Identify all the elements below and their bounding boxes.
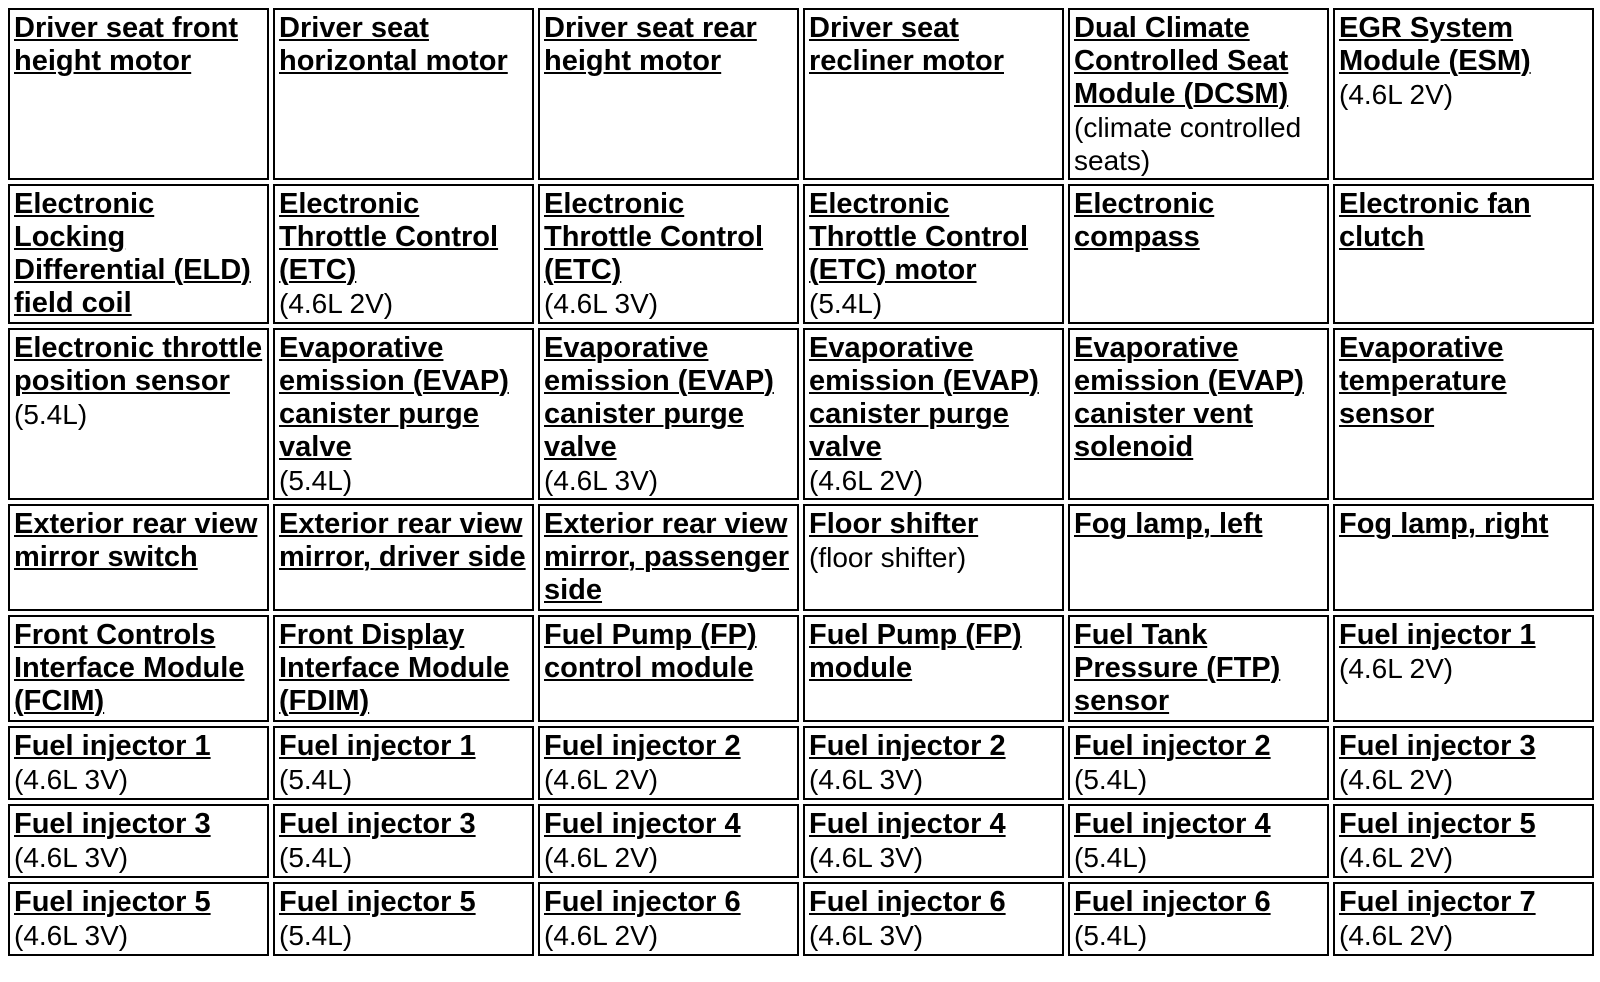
component-cell — [538, 804, 799, 878]
component-link[interactable]: Fuel injector 2 — [1074, 730, 1271, 762]
component-link[interactable]: Fuel injector 4 — [544, 808, 741, 840]
component-note: (4.6L 3V) — [14, 920, 129, 951]
component-cell — [273, 882, 534, 956]
table-row — [8, 504, 1594, 611]
component-cell — [273, 726, 534, 800]
component-cell — [8, 615, 269, 722]
component-cell — [273, 328, 534, 500]
component-note: (4.6L 2V) — [544, 764, 659, 795]
component-link[interactable]: Fuel injector 6 — [1074, 886, 1271, 918]
component-cell — [8, 726, 269, 800]
component-cell — [1333, 8, 1594, 180]
component-note: (5.4L) — [1074, 920, 1148, 951]
component-link[interactable]: Evaporative emission (EVAP) canister purge valve — [809, 332, 1039, 463]
component-note: (4.6L 2V) — [1339, 653, 1454, 684]
component-link[interactable]: Electronic throttle position sensor — [14, 332, 263, 397]
component-cell — [1333, 615, 1594, 722]
component-note: (4.6L 3V) — [809, 764, 924, 795]
component-cell — [1333, 504, 1594, 611]
component-note: (4.6L 2V) — [544, 842, 659, 873]
component-cell — [1333, 184, 1594, 324]
component-note: (5.4L) — [279, 842, 353, 873]
component-cell — [538, 726, 799, 800]
table-row — [8, 804, 1594, 878]
component-link[interactable]: Fuel injector 1 — [14, 730, 211, 762]
component-link[interactable]: Fuel Pump (FP) control module — [544, 619, 757, 684]
component-cell — [538, 504, 799, 611]
component-note: (4.6L 2V) — [544, 920, 659, 951]
component-cell — [1068, 882, 1329, 956]
component-link[interactable]: Fuel injector 3 — [1339, 730, 1536, 762]
component-note: (4.6L 3V) — [544, 288, 659, 319]
component-link[interactable]: Evaporative emission (EVAP) canister vent solenoid — [1074, 332, 1304, 463]
component-cell — [803, 726, 1064, 800]
component-link[interactable]: Fuel injector 3 — [14, 808, 211, 840]
component-note: (5.4L) — [809, 288, 883, 319]
component-link[interactable]: Fuel injector 2 — [809, 730, 1006, 762]
component-location-table — [4, 4, 1598, 960]
component-link[interactable]: Fog lamp, left — [1074, 508, 1263, 540]
component-note: (5.4L) — [279, 764, 353, 795]
component-link[interactable]: Exterior rear view mirror switch — [14, 508, 258, 573]
component-note: (4.6L 3V) — [809, 842, 924, 873]
component-link[interactable]: Electronic fan clutch — [1339, 188, 1531, 253]
component-note: (climate controlled seats) — [1074, 112, 1302, 176]
component-link[interactable]: Fuel injector 2 — [544, 730, 741, 762]
component-cell — [803, 328, 1064, 500]
component-link[interactable]: Driver seat rear height motor — [544, 12, 757, 77]
component-cell — [273, 615, 534, 722]
component-cell — [1333, 804, 1594, 878]
component-note: (4.6L 2V) — [1339, 764, 1454, 795]
component-cell — [1068, 8, 1329, 180]
component-link[interactable]: Fog lamp, right — [1339, 508, 1549, 540]
table-row — [8, 615, 1594, 722]
component-cell — [1068, 615, 1329, 722]
component-cell — [538, 882, 799, 956]
component-cell — [1068, 328, 1329, 500]
component-note: (4.6L 2V) — [1339, 79, 1454, 110]
component-cell — [8, 8, 269, 180]
component-link[interactable]: Fuel injector 5 — [1339, 808, 1536, 840]
component-cell — [538, 184, 799, 324]
component-cell — [8, 504, 269, 611]
component-link[interactable]: Electronic Throttle Control (ETC) motor — [809, 188, 1029, 286]
component-cell — [273, 804, 534, 878]
component-note: (4.6L 2V) — [279, 288, 394, 319]
component-cell — [8, 804, 269, 878]
component-cell — [538, 8, 799, 180]
component-link[interactable]: Driver seat front height motor — [14, 12, 239, 77]
table-row — [8, 882, 1594, 956]
component-note: (5.4L) — [279, 920, 353, 951]
component-note: (4.6L 3V) — [809, 920, 924, 951]
component-cell — [8, 882, 269, 956]
component-cell — [1068, 804, 1329, 878]
component-cell — [538, 328, 799, 500]
component-cell — [8, 184, 269, 324]
component-link[interactable]: Fuel injector 5 — [279, 886, 476, 918]
component-link[interactable]: Dual Climate Controlled Seat Module (DCSM) — [1074, 12, 1289, 110]
component-cell — [8, 328, 269, 500]
table-row — [8, 726, 1594, 800]
component-cell — [803, 615, 1064, 722]
component-cell — [273, 504, 534, 611]
component-link[interactable]: Exterior rear view mirror, passenger side — [544, 508, 789, 606]
component-cell — [1333, 328, 1594, 500]
component-cell — [1333, 882, 1594, 956]
component-link[interactable]: Electronic Throttle Control (ETC) — [279, 188, 499, 286]
component-link[interactable]: Evaporative emission (EVAP) canister purge valve — [544, 332, 774, 463]
component-cell — [803, 882, 1064, 956]
component-cell — [273, 184, 534, 324]
component-note: (5.4L) — [1074, 764, 1148, 795]
component-cell — [803, 8, 1064, 180]
component-cell — [803, 184, 1064, 324]
component-link[interactable]: Fuel injector 7 — [1339, 886, 1536, 918]
component-link[interactable]: Fuel injector 3 — [279, 808, 476, 840]
component-cell — [538, 615, 799, 722]
component-link[interactable]: Front Display Interface Module (FDIM) — [279, 619, 510, 717]
component-cell — [1333, 726, 1594, 800]
component-link[interactable]: Fuel injector 1 — [279, 730, 476, 762]
component-link[interactable]: Floor shifter — [809, 508, 979, 540]
component-link[interactable]: Electronic Locking Differential (ELD) field coil — [14, 188, 251, 319]
component-link[interactable]: Fuel injector 5 — [14, 886, 211, 918]
component-cell — [273, 8, 534, 180]
component-link[interactable]: Fuel Tank Pressure (FTP) sensor — [1074, 619, 1281, 717]
component-link[interactable]: Fuel injector 6 — [544, 886, 741, 918]
component-link[interactable]: Exterior rear view mirror, driver side — [279, 508, 526, 573]
component-link[interactable]: Fuel injector 6 — [809, 886, 1006, 918]
component-cell — [1068, 504, 1329, 611]
component-link[interactable]: Fuel injector 1 — [1339, 619, 1536, 651]
component-note: (4.6L 2V) — [1339, 920, 1454, 951]
component-link[interactable]: Electronic Throttle Control (ETC) — [544, 188, 764, 286]
component-note: (5.4L) — [279, 465, 353, 496]
component-cell — [803, 804, 1064, 878]
component-link[interactable]: Fuel Pump (FP) module — [809, 619, 1022, 684]
component-note: (4.6L 2V) — [1339, 842, 1454, 873]
component-cell — [1068, 726, 1329, 800]
component-link[interactable]: Front Controls Interface Module (FCIM) — [14, 619, 245, 717]
component-note: (4.6L 2V) — [809, 465, 924, 496]
component-link[interactable]: Fuel injector 4 — [1074, 808, 1271, 840]
component-cell — [803, 504, 1064, 611]
component-link[interactable]: Evaporative emission (EVAP) canister purge valve — [279, 332, 509, 463]
component-note: (4.6L 3V) — [14, 842, 129, 873]
component-note: (floor shifter) — [809, 542, 967, 573]
component-link[interactable]: Electronic compass — [1074, 188, 1215, 253]
component-link[interactable]: EGR System Module (ESM) — [1339, 12, 1531, 77]
component-link[interactable]: Driver seat recliner motor — [809, 12, 1004, 77]
component-note: (4.6L 3V) — [544, 465, 659, 496]
component-note: (4.6L 3V) — [14, 764, 129, 795]
table-row — [8, 328, 1594, 500]
component-link[interactable]: Evaporative temperature sensor — [1339, 332, 1507, 430]
component-link[interactable]: Driver seat horizontal motor — [279, 12, 508, 77]
table-row — [8, 184, 1594, 324]
component-cell — [1068, 184, 1329, 324]
component-note: (5.4L) — [1074, 842, 1148, 873]
component-link[interactable]: Fuel injector 4 — [809, 808, 1006, 840]
table-row — [8, 8, 1594, 180]
component-note: (5.4L) — [14, 399, 88, 430]
